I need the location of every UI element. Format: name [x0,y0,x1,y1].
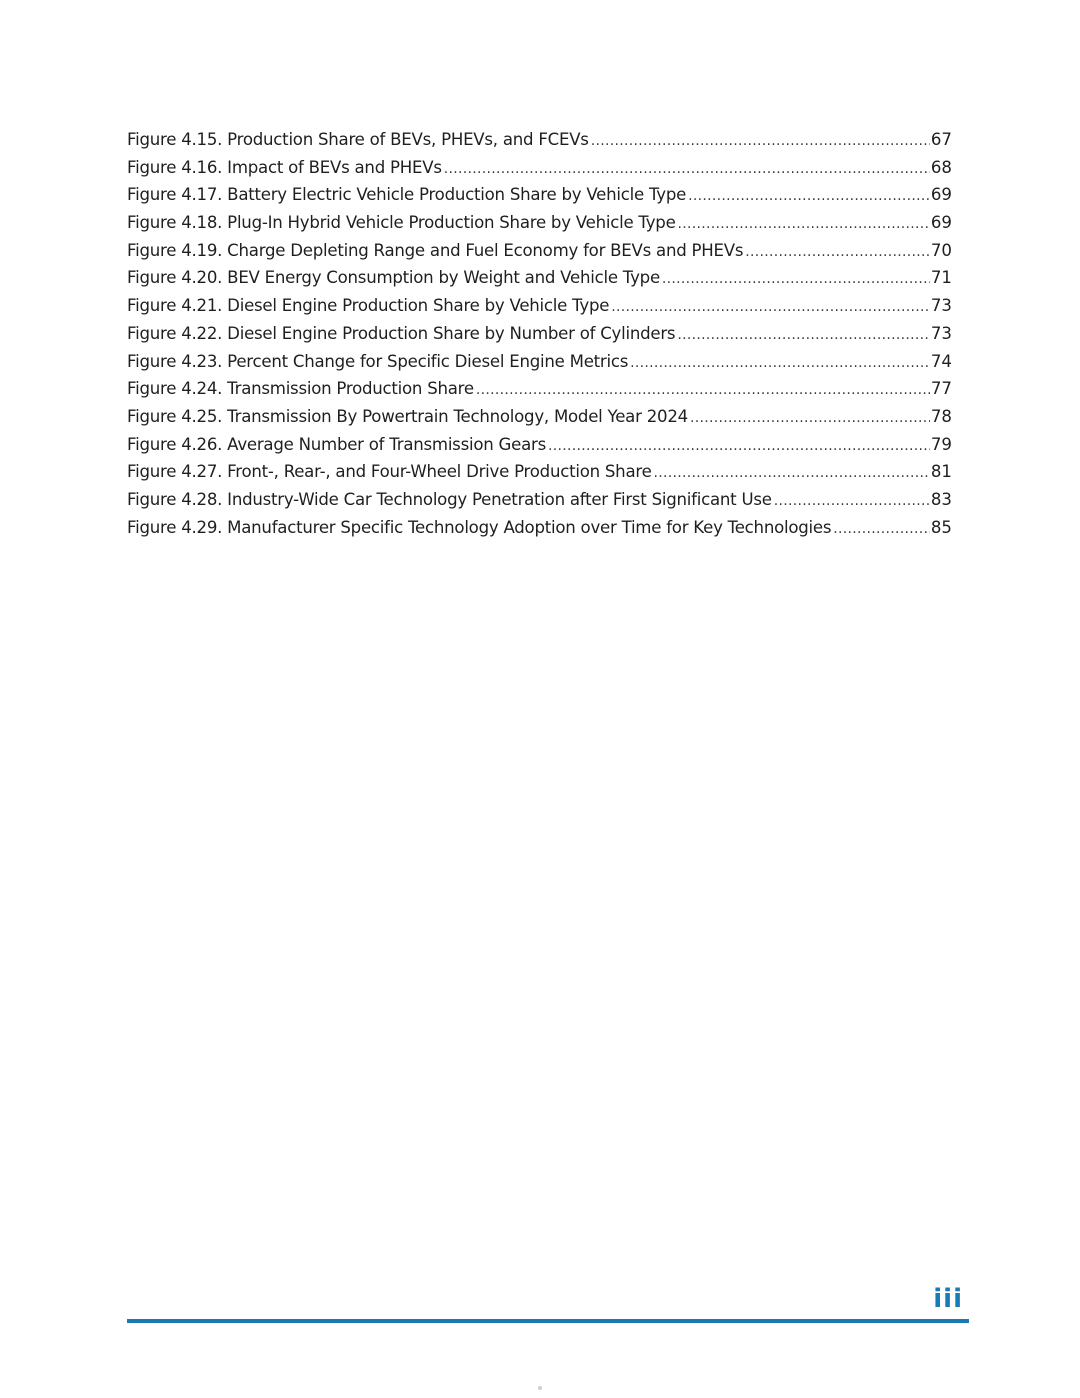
toc-entry-title: Figure 4.16. Impact of BEVs and PHEVs [127,157,442,177]
toc-entry[interactable] [127,237,952,265]
toc-entry[interactable] [127,486,952,514]
toc-entry[interactable] [127,514,952,542]
toc-entry-page: 77 [930,379,952,399]
toc-dot-leader [774,488,930,514]
toc-entry-page: 69 [930,185,952,205]
toc-entry[interactable] [127,154,952,182]
toc-entry[interactable] [127,458,952,486]
toc-entry-page: 74 [930,351,952,371]
toc-entry-title: Figure 4.15. Production Share of BEVs, PHEVs, and FCEVs [127,130,589,149]
toc-entry-title: Figure 4.24. Transmission Production Share [127,379,474,399]
toc-entry-title: Figure 4.27. Front-, Rear-, and Four-Wheel Drive Production Share [127,462,652,482]
toc-entry-title: Figure 4.22. Diesel Engine Production Share by Number of Cylinders [127,323,676,343]
bottom-dot [538,1386,542,1390]
toc-entry[interactable] [127,209,952,237]
toc-entry[interactable] [127,403,952,431]
toc-entry-title: Figure 4.21. Diesel Engine Production Share by Vehicle Type [127,296,610,316]
toc-entry-page: 68 [930,157,952,177]
toc-entry-title: Figure 4.23. Percent Change for Specific Diesel Engine Metrics [127,351,629,371]
toc-dot-leader [690,405,930,431]
toc-dot-leader [678,211,930,237]
toc-entry[interactable] [127,375,952,403]
toc-entry[interactable] [127,264,952,292]
toc-entry-title: Figure 4.28. Industry-Wide Car Technology Penetration after First Significant Use [127,489,772,509]
toc-entry-page: 70 [930,240,952,260]
toc-entry[interactable] [127,181,952,209]
toc-entry[interactable] [127,292,952,320]
toc-dot-leader [654,460,930,486]
toc-dot-leader [444,156,930,182]
toc-entry-page: 85 [930,517,952,537]
toc-dot-leader [688,183,930,209]
toc-entry-title: Figure 4.25. Transmission By Powertrain Technology, Model Year 2024 [127,406,688,426]
toc-entry-title: Figure 4.29. Manufacturer Specific Technology Adoption over Time for Key Technologies [127,517,832,537]
toc-entry[interactable] [127,348,952,376]
toc-entry[interactable] [127,320,952,348]
toc-dot-leader [833,516,930,542]
toc-dot-leader [677,322,930,348]
toc-entry-page: 79 [930,434,952,454]
footer-rule [127,1319,969,1323]
toc-entry-title: Figure 4.17. Battery Electric Vehicle Production Share by Vehicle Type [127,185,687,205]
toc-dot-leader [662,266,930,292]
toc-entry-title: Figure 4.19. Charge Depleting Range and Fuel Economy for BEVs and PHEVs [127,240,744,260]
toc-entry[interactable] [127,126,952,154]
toc-entry-page: 81 [930,462,952,482]
toc-entry-page: 83 [930,489,952,509]
list-of-figures [127,126,952,541]
toc-dot-leader [611,294,930,320]
toc-entry-page: 71 [930,268,952,288]
toc-entry-title: Figure 4.20. BEV Energy Consumption by Weight and Vehicle Type [127,268,660,288]
toc-entry-title: Figure 4.18. Plug-In Hybrid Vehicle Production Share by Vehicle Type [127,213,676,233]
toc-entry-page: 78 [930,406,952,426]
toc-entry-page: 67 [930,130,952,149]
toc-dot-leader [591,128,930,154]
toc-entry-page: 73 [930,323,952,343]
toc-entry-title: Figure 4.26. Average Number of Transmission Gears [127,434,546,454]
toc-dot-leader [630,350,930,376]
toc-dot-leader [548,433,930,459]
toc-entry[interactable] [127,431,952,459]
toc-dot-leader [476,377,930,403]
page-number: iii [933,1284,963,1314]
toc-dot-leader [745,239,930,265]
toc-entry-page: 73 [930,296,952,316]
toc-entry-page: 69 [930,213,952,233]
